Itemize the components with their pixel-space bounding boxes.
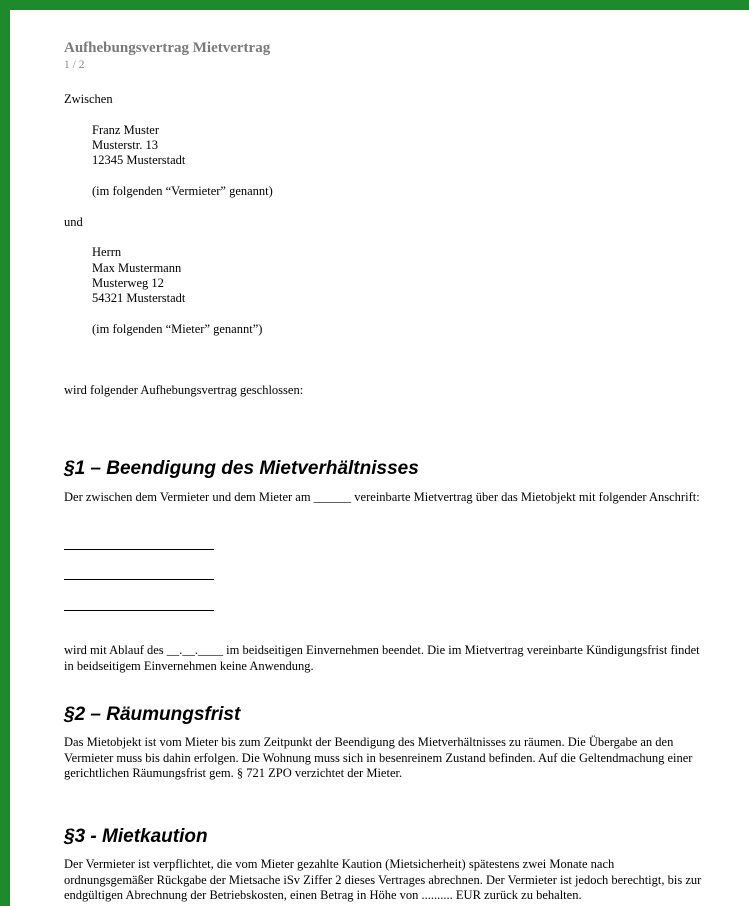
address-blank-line-2 [64, 579, 214, 580]
page-number: 1 / 2 [64, 59, 85, 71]
section-1-text: Der zwischen dem Vermieter und dem Mieter am ______ vereinbarte Mietvertrag über das Mietobjekt mit folgender Anschrift: [64, 490, 700, 504]
between-label: Zwischen [64, 92, 113, 106]
tenant-street: Musterweg 12 [92, 276, 164, 290]
address-blank-line-1 [64, 549, 214, 550]
tenant-salutation: Herrn [92, 245, 122, 259]
section-1-heading: §1 – Beendigung des Mietverhältnisses [64, 458, 419, 479]
section-2-heading: §2 – Räumungsfrist [64, 704, 241, 725]
section-1-termination-text: wird mit Ablauf des __.__.____ im beidseitigen Einvernehmen beendet. Die im Mietvertrag vereinbarte Kündigungsfrist findet in beidseitigem Einvernehmen keine Anwendung. [64, 643, 700, 673]
and-label: und [64, 215, 83, 229]
document-title: Aufhebungsvertrag Mietvertrag [64, 40, 271, 56]
landlord-role: (im folgenden “Vermieter” genannt) [92, 184, 273, 198]
tenant-role: (im folgenden “Mieter” genannt”) [92, 322, 263, 336]
landlord-city: 12345 Musterstadt [92, 153, 186, 167]
document-page [10, 10, 749, 906]
tenant-city: 54321 Musterstadt [92, 291, 186, 305]
address-blank-line-3 [64, 610, 214, 611]
section-3-text: Der Vermieter ist verpflichtet, die vom Mieter gezahlte Kaution (Mietsicherheit) spätestens zwei Monate nach ordnungsgemäßer Rückgabe der Mietsache iSv Ziffer 2 dieses Vertrages abrechnen. Der Vermieter ist jedoch berechtigt, bis zur endgültigen Abrechnung der Betriebskosten, einen Betrag in Höhe von .......... EUR zurück zu behalten. [64, 857, 702, 902]
tenant-name: Max Mustermann [92, 261, 182, 275]
landlord-name: Franz Muster [92, 123, 159, 137]
section-3-heading: §3 - Mietkaution [64, 826, 208, 847]
landlord-street: Musterstr. 13 [92, 138, 158, 152]
section-2-text: Das Mietobjekt ist vom Mieter bis zum Zeitpunkt der Beendigung des Mietverhältnisses zu räumen. Die Übergabe an den Vermieter muss bis dahin erfolgen. Die Wohnung muss sich in besenreinem Zustand befinden. Auf die Geltendmachung einer gerichtlichen Räumungsfrist gem. § 721 ZPO verzichtet der Mieter. [64, 735, 693, 780]
contract-intro: wird folgender Aufhebungsvertrag geschlossen: [64, 383, 304, 397]
